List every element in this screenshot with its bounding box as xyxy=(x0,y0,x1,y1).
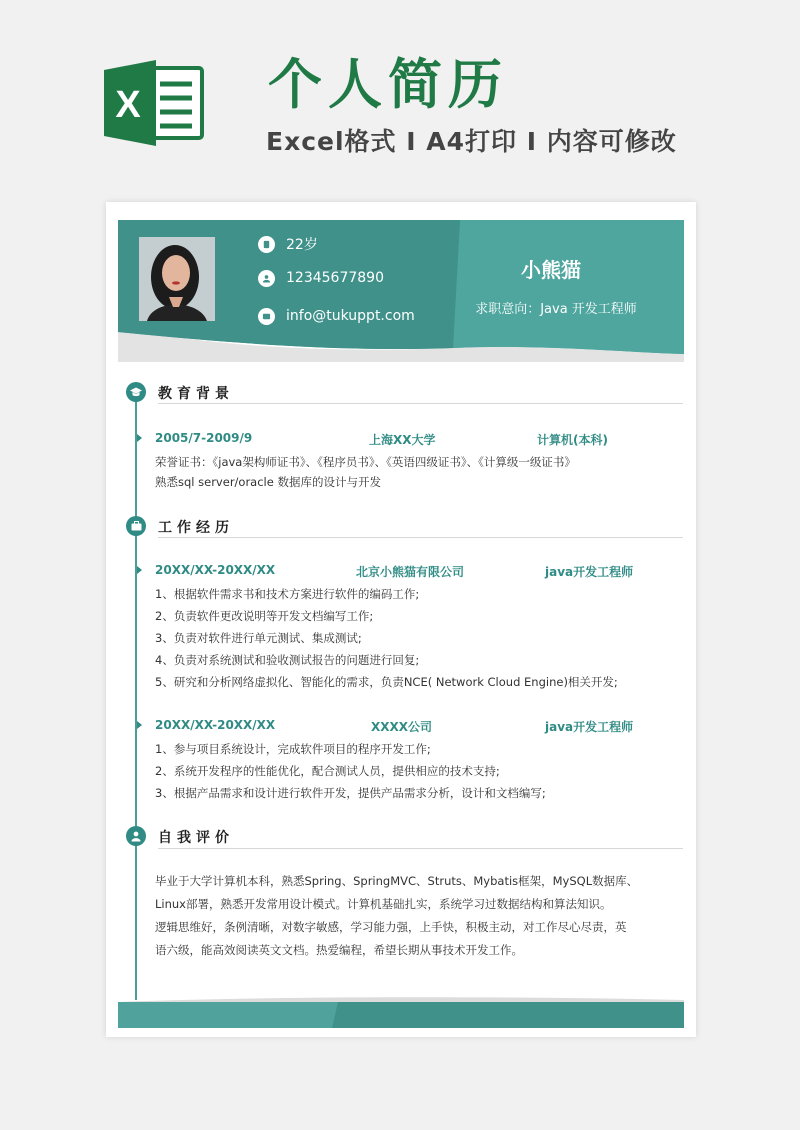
section-title-self-evaluation: 自我评价 xyxy=(158,830,234,846)
email-icon xyxy=(258,308,275,325)
job-duty-line: 2、系统开发程序的性能优化，配合测试人员，提供相应的技术支持; xyxy=(155,764,500,778)
graduation-cap-icon xyxy=(126,382,146,402)
candidate-name: 小熊猫 xyxy=(521,258,581,282)
resume-paper xyxy=(106,202,696,1037)
job-duty-line: 2、负责软件更改说明等开发文档编写工作; xyxy=(155,609,374,623)
footer-band xyxy=(118,996,684,1028)
email-text: info@tukuppt.com xyxy=(286,308,415,324)
job-duty-line: 1、参与项目系统设计，完成软件项目的程序开发工作; xyxy=(155,742,431,756)
self-evaluation-line: 毕业于大学计算机本科，熟悉Spring、SpringMVC、Struts、Mybatis框架，MySQL数据库、 xyxy=(155,874,639,888)
entry-marker xyxy=(137,434,142,442)
section-title-education: 教育背景 xyxy=(158,386,234,402)
education-major: 计算机(本科) xyxy=(537,433,608,447)
excel-logo-letter: X xyxy=(115,84,141,126)
job-duty-line: 3、根据产品需求和设计进行软件开发，提供产品需求分析，设计和文档编写; xyxy=(155,786,546,800)
self-evaluation-line: Linux部署，熟悉开发常用设计模式。计算机基础扎实，系统学习过数据结构和算法知识。 xyxy=(155,897,612,911)
page-title: 个人简历 xyxy=(268,53,508,116)
job-duty-line: 5、研究和分析网络虚拟化、智能化的需求，负责NCE( Network Cloud Engine)相关开发; xyxy=(155,675,618,689)
entry-marker xyxy=(137,566,142,574)
avatar-photo xyxy=(139,237,215,321)
education-school: 上海XX大学 xyxy=(369,433,436,447)
self-evaluation-line: 逻辑思维好，条例清晰，对数字敏感，学习能力强，上手快，积极主动，对工作尽心尽责，英 xyxy=(155,920,627,934)
section-title-work: 工作经历 xyxy=(158,520,234,536)
person-portrait-icon xyxy=(139,237,215,321)
job-duty-line: 4、负责对系统测试和验收测试报告的问题进行回复; xyxy=(155,653,420,667)
job-position: java开发工程师 xyxy=(545,565,634,579)
section-divider xyxy=(158,403,683,404)
job-objective: 求职意向：Java 开发工程师 xyxy=(475,302,637,317)
job-position: java开发工程师 xyxy=(545,720,634,734)
phone-icon xyxy=(258,270,275,287)
entry-marker xyxy=(137,721,142,729)
phone-text: 12345677890 xyxy=(286,270,384,286)
age-row xyxy=(258,234,318,254)
email-row xyxy=(258,306,415,326)
self-evaluation-line: 语六级，能高效阅读英文文档。热爱编程，希望长期从事技术开发工作。 xyxy=(155,943,523,957)
excel-logo-icon xyxy=(104,60,204,146)
phone-row xyxy=(258,268,384,288)
job-company: 北京小熊猫有限公司 xyxy=(356,565,465,579)
age-text: 22岁 xyxy=(286,237,318,253)
job-period: 20XX/XX-20XX/XX xyxy=(155,718,276,732)
job-period: 20XX/XX-20XX/XX xyxy=(155,563,276,577)
briefcase-icon xyxy=(126,516,146,536)
education-line: 熟悉sql server/oracle 数据库的设计与开发 xyxy=(155,475,381,489)
section-divider xyxy=(158,848,683,849)
page-subtitle: Excel格式 I A4打印 I 内容可修改 xyxy=(266,127,677,156)
job-duty-line: 3、负责对软件进行单元测试、集成测试; xyxy=(155,631,362,645)
timeline-line xyxy=(135,385,137,1000)
job-company: XXXX公司 xyxy=(371,720,433,734)
age-icon xyxy=(258,236,275,253)
education-line: 荣誉证书：《java架构师证书》、《程序员书》、《英语四级证书》、《计算级一级证书》 xyxy=(155,455,576,469)
person-icon xyxy=(126,826,146,846)
job-duty-line: 1、根据软件需求书和技术方案进行软件的编码工作; xyxy=(155,587,420,601)
section-divider xyxy=(158,537,683,538)
education-period: 2005/7-2009/9 xyxy=(155,431,253,445)
